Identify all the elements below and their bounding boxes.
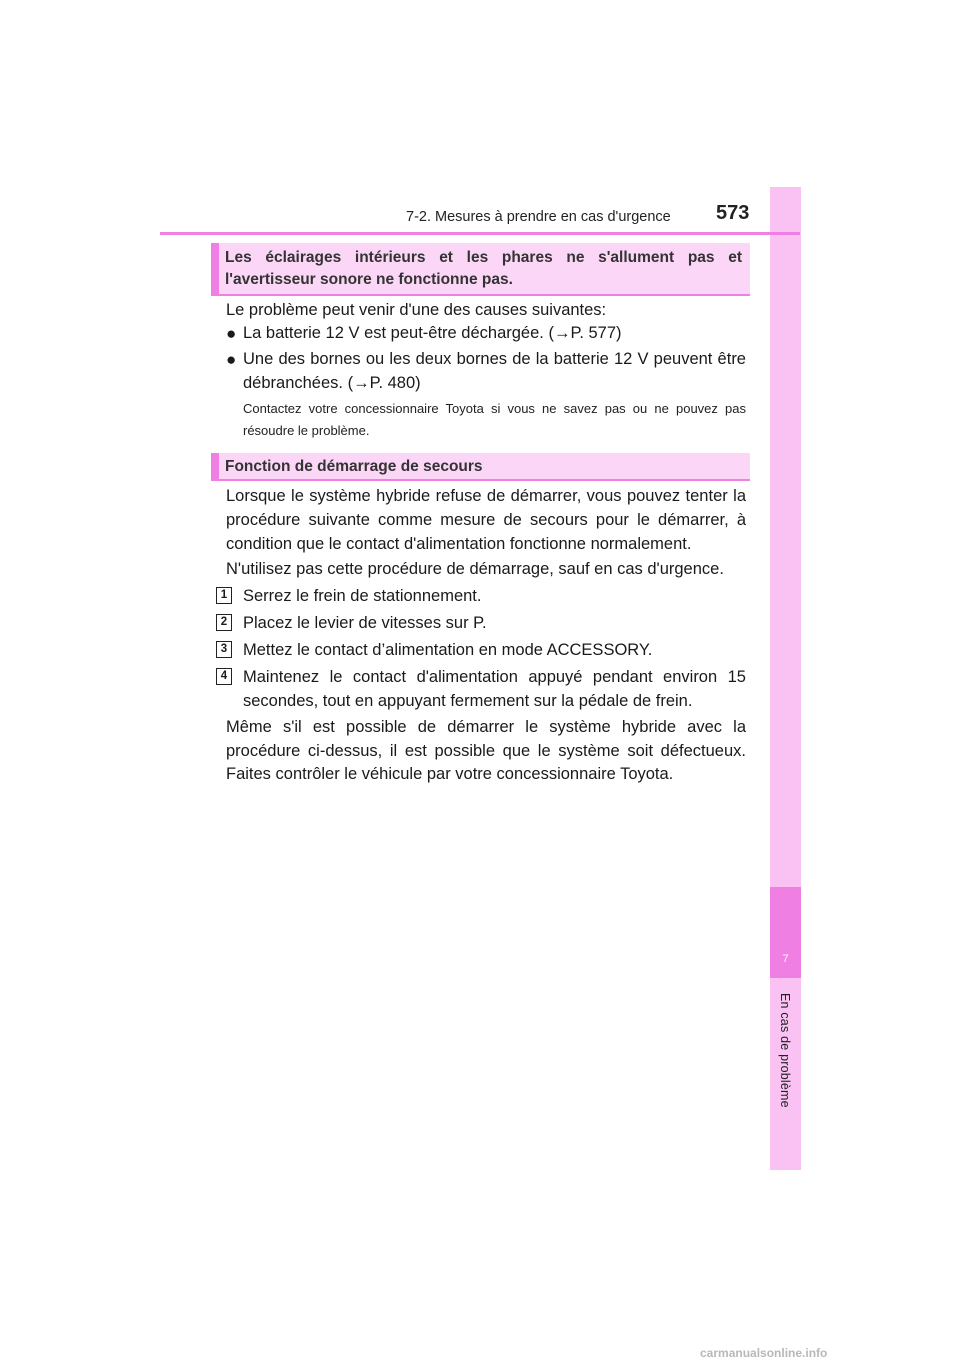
step-item: [216, 612, 746, 636]
step-item: [216, 585, 746, 609]
section-heading-lights: Les éclairages intérieurs et les phares ne s'allument pas et l'avertisseur sonore ne fonctionne pas.: [211, 243, 750, 296]
watermark: carmanualsonline.info: [700, 1346, 828, 1360]
step-item: [216, 639, 746, 663]
step-number-badge: 1: [216, 587, 232, 604]
step-number-badge: 2: [216, 614, 232, 631]
step-number-badge: 4: [216, 668, 232, 685]
step-item: [216, 666, 746, 713]
chapter-side-tab: [770, 187, 801, 1170]
bullet-text: La batterie 12 V est peut-être déchargée. (→P. 577): [243, 324, 622, 342]
section1-note: Contactez votre concessionnaire Toyota si vous ne savez pas ou ne pouvez pas résoudre le problème.: [243, 401, 746, 438]
bullet-item: [226, 348, 746, 395]
section-heading-emergency-start: Fonction de démarrage de secours: [211, 453, 750, 481]
section1-intro: Le problème peut venir d'une des causes suivantes:: [226, 301, 607, 319]
bullet-dot: ●: [226, 324, 237, 343]
bullet-dot: ●: [226, 350, 237, 369]
section2-paragraph: Lorsque le système hybride refuse de démarrer, vous pouvez tenter la procédure suivante comme mesure de secours pour le démarrer, à condition que le contact d'alimentation fonctionne normalement.: [226, 487, 746, 553]
header-rule: [160, 232, 800, 235]
chapter-title: En cas de problème: [778, 993, 792, 1108]
section2-closing: Même s'il est possible de démarrer le système hybride avec la procédure ci-dessus, il est possible que le système soit défectueux. Faites contrôler le véhicule par votre concessionnaire Toyota.: [226, 718, 746, 783]
step-text: Serrez le frein de stationnement.: [243, 587, 482, 605]
running-header: 7-2. Mesures à prendre en cas d'urgence: [406, 209, 671, 225]
step-text: Maintenez le contact d'alimentation appuyé pendant environ 15 secondes, tout en appuyant fermement sur la pédale de frein.: [243, 668, 746, 710]
step-number-badge: 3: [216, 641, 232, 658]
bullet-item: [226, 322, 746, 346]
bullet-text: Une des bornes ou les deux bornes de la batterie 12 V peuvent être débranchées. (→P. 480): [243, 350, 746, 392]
section2-warning: N'utilisez pas cette procédure de démarrage, sauf en cas d'urgence.: [226, 560, 724, 578]
page-number: 573: [716, 202, 750, 224]
step-text: Mettez le contact d’alimentation en mode ACCESSORY.: [243, 641, 653, 659]
step-text: Placez le levier de vitesses sur P.: [243, 614, 487, 632]
chapter-number: 7: [782, 953, 789, 965]
